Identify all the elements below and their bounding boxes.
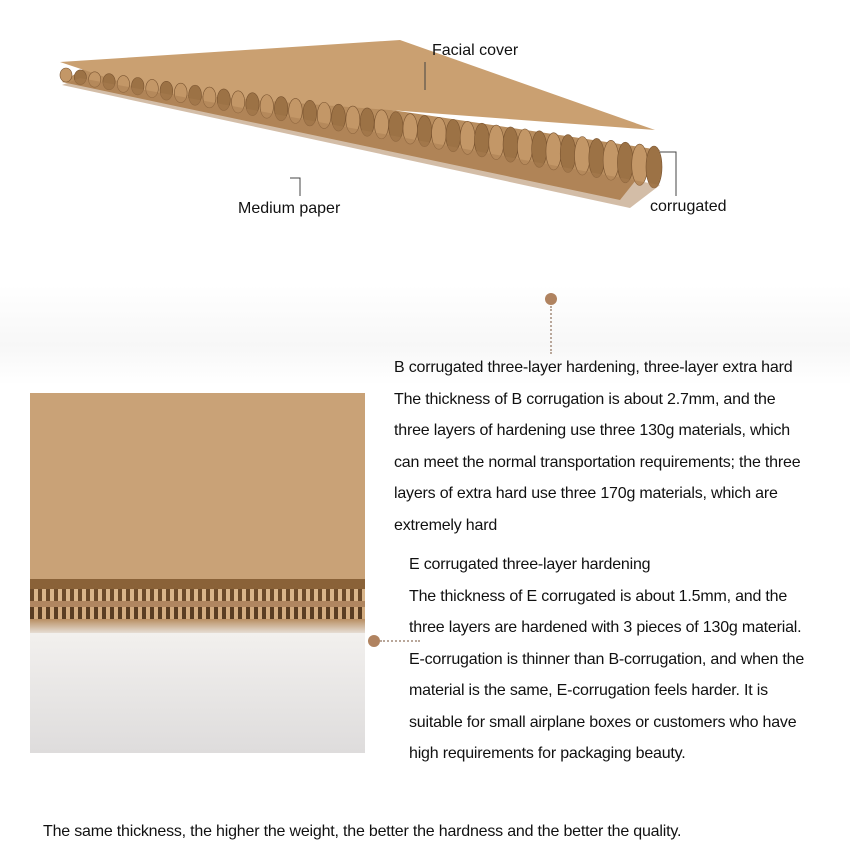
footer-note: The same thickness, the higher the weight, the better the hardness and the better the quality.: [43, 823, 682, 840]
e-section-line: suitable for small airplane boxes or customers who have: [409, 713, 797, 731]
b-section-line: three layers of hardening use three 130g materials, which: [394, 422, 790, 439]
flute: [546, 133, 561, 170]
flute: [603, 140, 619, 180]
b-section-line: extremely hard: [394, 516, 498, 534]
flute: [617, 142, 633, 183]
b-section-line: layers of extra hard use three 170g materials, which are: [394, 485, 778, 502]
e-section-marker-dot: [368, 635, 380, 647]
e-section-line: E-corrugation is thinner than B-corrugation, and when the: [409, 650, 805, 668]
b-section-text: [394, 352, 800, 541]
flute: [589, 138, 605, 177]
flute: [632, 144, 648, 185]
cardboard-photo: [30, 393, 365, 753]
flute: [60, 68, 72, 82]
e-section-line: three layers are hardened with 3 pieces of 130g material.: [409, 619, 802, 636]
medium-paper-label: Medium paper: [238, 200, 341, 217]
b-section-line: The thickness of B corrugation is about 2.7mm, and the: [394, 390, 776, 408]
b-section-line: can meet the normal transportation requirements; the three: [394, 453, 801, 471]
b-section-title: B corrugated three-layer hardening, three-layer extra hard: [394, 359, 793, 376]
e-section-text: [409, 549, 804, 770]
e-section-title: E corrugated three-layer hardening: [409, 556, 651, 573]
e-section-line: The thickness of E corrugated is about 1.5mm, and the: [409, 587, 788, 605]
b-section-marker-dot: [545, 293, 557, 305]
b-section-connector: [550, 306, 552, 354]
flute: [560, 135, 575, 173]
e-section-line: material is the same, E-corrugation feels harder. It is: [409, 682, 768, 699]
e-section-line: high requirements for packaging beauty.: [409, 745, 686, 762]
facial-cover-label: Facial cover: [432, 42, 519, 59]
flute: [646, 146, 662, 188]
flute: [575, 136, 591, 175]
corrugated-label: corrugated: [650, 198, 727, 215]
